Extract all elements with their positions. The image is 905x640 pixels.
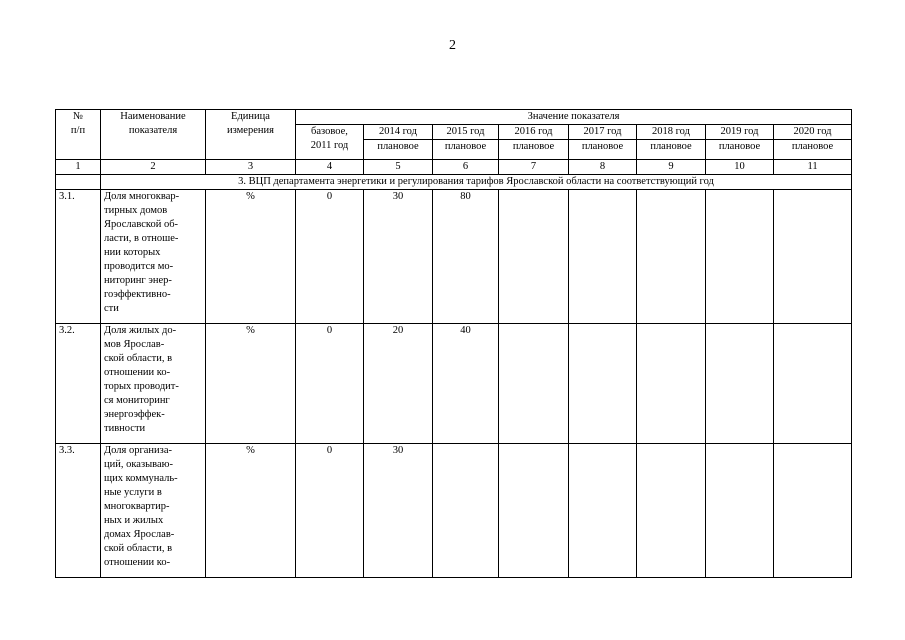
row-value: 20	[364, 324, 433, 444]
header-year-base: базовое, 2011 год	[296, 125, 364, 160]
column-number: 9	[637, 160, 706, 175]
row-value	[637, 444, 706, 578]
table-row	[56, 444, 852, 578]
row-value: 40	[433, 324, 499, 444]
row-value	[637, 190, 706, 324]
header-type: плановое	[637, 140, 706, 160]
column-number: 4	[296, 160, 364, 175]
column-number: 10	[706, 160, 774, 175]
row-value	[499, 190, 569, 324]
header-type: плановое	[433, 140, 499, 160]
table-row	[56, 324, 852, 444]
column-number: 8	[569, 160, 637, 175]
column-number: 6	[433, 160, 499, 175]
row-value	[433, 444, 499, 578]
row-unit: %	[206, 190, 296, 324]
row-unit: %	[206, 444, 296, 578]
header-year: 2017 год	[569, 125, 637, 140]
column-number: 1	[56, 160, 101, 175]
row-value	[569, 444, 637, 578]
header-type: плановое	[706, 140, 774, 160]
row-value	[774, 324, 852, 444]
row-value: 0	[296, 190, 364, 324]
header-type: плановое	[774, 140, 852, 160]
row-value	[706, 324, 774, 444]
row-value: 0	[296, 444, 364, 578]
row-value: 30	[364, 444, 433, 578]
column-number: 2	[101, 160, 206, 175]
row-num: 3.3.	[56, 444, 101, 578]
row-value	[569, 324, 637, 444]
header-year: 2014 год	[364, 125, 433, 140]
header-year: 2020 год	[774, 125, 852, 140]
header-year: 2018 год	[637, 125, 706, 140]
header-year: 2019 год	[706, 125, 774, 140]
column-number: 3	[206, 160, 296, 175]
column-number: 7	[499, 160, 569, 175]
header-type: плановое	[569, 140, 637, 160]
header-values-group: Значение показателя	[296, 110, 852, 125]
column-number: 5	[364, 160, 433, 175]
header-type: плановое	[499, 140, 569, 160]
row-value	[499, 324, 569, 444]
column-number: 11	[774, 160, 852, 175]
row-num: 3.1.	[56, 190, 101, 324]
header-type: плановое	[364, 140, 433, 160]
row-unit: %	[206, 324, 296, 444]
row-value: 30	[364, 190, 433, 324]
header-name: Наименование показателя	[101, 110, 206, 160]
section-spacer	[56, 175, 101, 190]
header-year: 2016 год	[499, 125, 569, 140]
header-year: 2015 год	[433, 125, 499, 140]
header-unit: Единица измерения	[206, 110, 296, 160]
row-value: 80	[433, 190, 499, 324]
row-name: Доля многоквар- тирных домов Ярославской об- ласти, в отноше- нии которых проводится мо- ниторинг энер- гоэффективно- сти	[101, 190, 206, 324]
row-value	[637, 324, 706, 444]
row-name: Доля жилых до- мов Ярослав- ской области, в отношении ко- торых проводит- ся мониторинг энергоэффек- тивности	[101, 324, 206, 444]
section-title: 3. ВЦП департамента энергетики и регулирования тарифов Ярославской области на соответствующий год	[101, 175, 852, 190]
header-num: № п/п	[56, 110, 101, 160]
row-value: 0	[296, 324, 364, 444]
column-numbers-row	[56, 160, 852, 175]
row-value	[774, 444, 852, 578]
indicators-table	[55, 109, 852, 578]
row-name: Доля организа- ций, оказываю- щих коммуналь- ные услуги в многоквартир- ных и жилых домах Ярослав- ской области, в отношении ко-	[101, 444, 206, 578]
row-value	[706, 190, 774, 324]
row-value	[569, 190, 637, 324]
page-number: 2	[449, 38, 456, 53]
row-num: 3.2.	[56, 324, 101, 444]
table-row	[56, 190, 852, 324]
row-value	[774, 190, 852, 324]
row-value	[706, 444, 774, 578]
row-value	[499, 444, 569, 578]
